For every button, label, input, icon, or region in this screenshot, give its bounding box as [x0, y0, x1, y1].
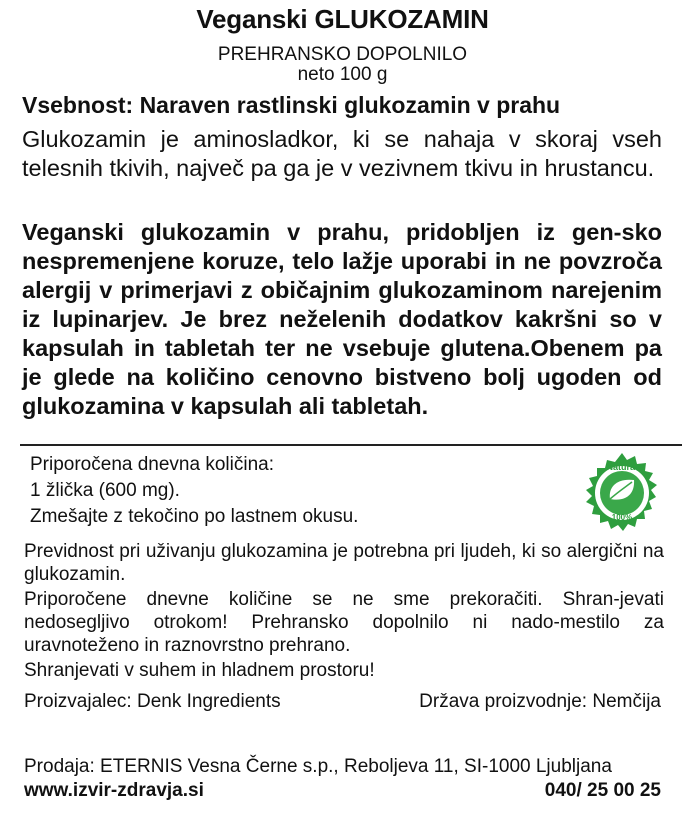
badge-top-text: Natural — [606, 462, 638, 472]
dosage-label: Priporočena dnevna količina: — [30, 454, 274, 475]
producer: Proizvajalec: Denk Ingredients — [24, 691, 281, 712]
product-category: PREHRANSKO DOPOLNILO — [217, 44, 468, 65]
allergy-caution: Previdnost pri uživanju glukozamina je potrebna pri ljudeh, ki so alergični na glukozamin. — [24, 541, 664, 585]
net-weight: neto 100 g — [297, 64, 388, 85]
phone-number: 040/ 25 00 25 — [544, 780, 661, 801]
country-of-origin: Država proizvodnje: Nemčija — [419, 691, 661, 712]
section-divider — [20, 444, 682, 446]
badge-bottom-text: 100% — [611, 513, 633, 522]
description-paragraph: Glukozamin je aminosladkor, ki se nahaja v skoraj vseh telesnih tkivih, največ pa ga je v vezivnem tkivu in hrustancu. — [22, 126, 662, 181]
benefits-paragraph: Veganski glukozamin v prahu, pridobljen iz gen-sko nespremenjene koruze, telo lažje uporabi in ne povzroča alergij v primerjavi z običajnim glukozaminom narejenim iz lupinarjev. Je brez neželenih dodatkov kakršni so v kapsulah in tabletah ter ne vsebuje glutena.Obenem pa je glede na količino cenovno bistveno bolj ugoden od glukozamina v kapsulah ali tabletah. — [22, 219, 662, 419]
dosage-warning: Priporočene dnevne količine se ne sme prekoračiti. Shran-jevati nedosegljivo otrokom! Prehransko dopolnilo ni nado-mestilo za uravnoteženo in raznovrstno prehrano. — [24, 589, 664, 656]
dosage-instruction: Zmešajte z tekočino po lastnem okusu. — [30, 506, 359, 527]
seller-info: Prodaja: ETERNIS Vesna Černe s.p., Reboljeva 11, SI-1000 Ljubljana — [24, 756, 612, 777]
website-link[interactable]: www.izvir-zdravja.si — [24, 780, 204, 801]
dosage-amount: 1 žlička (600 mg). — [30, 480, 180, 501]
product-title: Veganski GLUKOZAMIN — [196, 4, 489, 34]
storage-instruction: Shranjevati v suhem in hladnem prostoru! — [24, 660, 375, 681]
contents-line: Vsebnost: Naraven rastlinski glukozamin v prahu — [22, 92, 561, 118]
dosage-block — [30, 452, 358, 530]
natural-leaf-badge-icon — [580, 452, 664, 536]
